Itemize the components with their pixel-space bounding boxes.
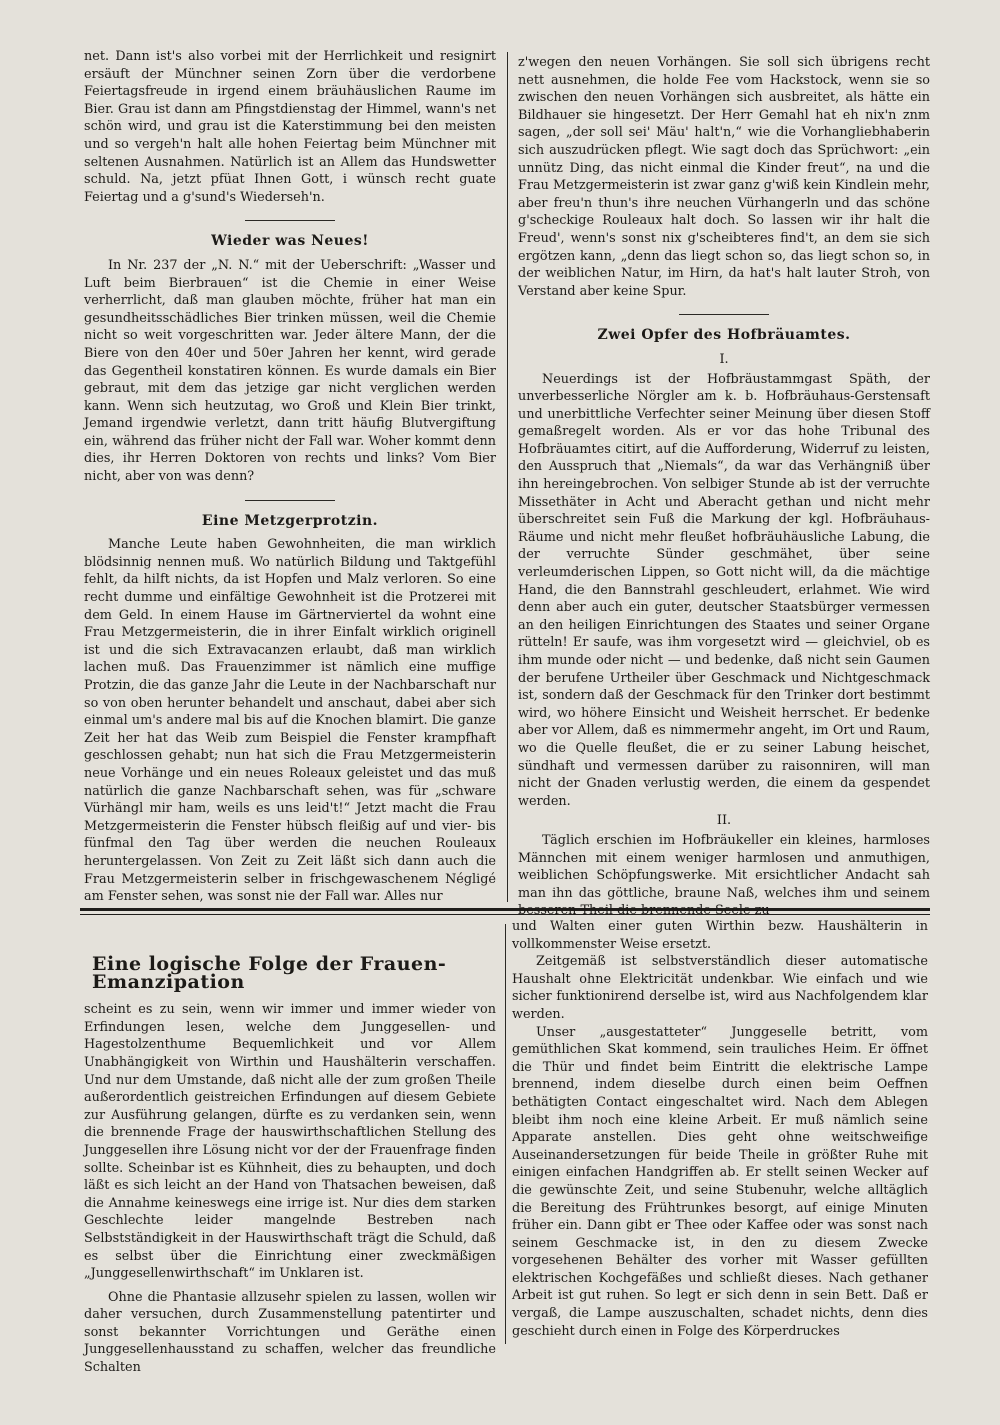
article-text-para1: scheint es zu sein, wenn wir immer und immer wieder von Erfindungen lesen, welche dem Junggesellen- und Hagestolzenthume Bequemlichkeit und vor Allem Unabhängigkeit von Wirthin und Haushälterin verschaffen. Und nur dem Umstande, daß nicht alle der zum großen Theile außerordentlich geistreichen Erfindungen auf diesem Gebiete zur Ausführung gelangen, dürfte es zu verdanken sein, wenn die brennende Frage der hauswirthschaftlichen Stellung des Junggesellen ihre Lösung nicht vor der der Frauenfrage finden sollte. Scheinbar ist es Kühnheit, dies zu behaupten, und doch läßt es sich leicht an der Hand von Thatsachen beweisen, daß die Annahme keineswegs eine irrige ist. Nur dies dem starken Geschlechte leider mangelnde Bestreben nach Selbstständigkeit in der Hauswirthschaft trägt die Schuld, daß es selbst über die Einrichtung einer zweckmäßigen „Junggesellenwirthschaft“ im Unklaren ist. [84, 1002, 496, 1282]
article-text-metzgerprotzin: Manche Leute haben Gewohnheiten, die man wirklich blödsinnig nennen muß. Wo natürlich Bildung und Taktgefühl fehlt, da hilft nichts, da ist Hopfen und Malz verloren. So eine recht dumme und einfältige Gewohnheit ist die Protzerei mit dem Geld. In einem Hause im Gärtnerviertel da wohnt eine Frau Metzgermeisterin, die in ihrer Einfalt wirklich originell ist und die sich Extravacanzen erlaubt, daß man wirklich lachen muß. Das Frauenzimmer ist nämlich eine muffige Protzin, die das ganze Jahr die Leute in der Nachbarschaft nur so von oben herunter behandelt und anschaut, dabei aber sich einmal um's andere mal bis auf die Knochen blamirt. Die ganze Zeit her hat das Weib zum Beispiel die Fenster krampfhaft geschlossen gehabt; nun hat sich die Frau Metzgermeisterin neue Vorhänge und ein neues Roleaux geleistet und das muß natürlich die ganze Nachbarschaft sehen, was für „schware Vürhängl mir ham, weils es uns leid't!“ Jetzt macht die Frau Metzgermeisterin die Fenster hübsch fleißig auf und vier- bis fünfmal den Tag über werden die neuchen Rouleaux heruntergelassen. Von Zeit zu Zeit läßt sich dann auch die Frau Metzgermeisterin selber in frischgewaschenem Négligé am Fenster sehen, was sonst nie der Fall war. Alles nur [84, 537, 496, 905]
article-title-zwei-opfer: Zwei Opfer des Hofbräuamtes. [597, 327, 851, 344]
intro-text: net. Dann ist's also vorbei mit der Herrlichkeit und resignirt ersäuft der Münchner seinen Zorn über die verdorbene Feiertagsfreude in irgend einem bräuhäuslichen Raume im Bier. Grau ist dann am Pfingstdienstag der Himmel, wann's net schön wird, und grau ist die Katerstimmung bei den meisten und so vergeh'n halt alle hohen Feiertag beim Münchner mit seltenen Ausnahmen. Natürlich ist an Allem das Hundswetter schuld. Na, jetzt pfüat Ihnen Gott, i wünsch recht guate Feiertag und a g'sund's Wiederseh'n. [84, 49, 496, 205]
section-number-1: I. [719, 351, 729, 367]
column-bottom-right [512, 918, 928, 1340]
column-top-right [518, 54, 930, 920]
column-bottom-left [84, 952, 496, 1377]
article-cont-para1: und Walten einer guten Wirthin bezw. Haushälterin in vollkommenster Weise ersetzt. [512, 919, 928, 952]
section-text-2: Täglich erschien im Hofbräukeller ein kleines, harmloses Männchen mit einem weniger harmlosen und anmuthigen, weiblichen Schöpfungswerke. Mit ersichtlicher Andacht sah man ihn das göttliche, braune Naß, welches ihm und seinem besseren Theil die brennende Seele zu [518, 832, 930, 919]
column-divider-bottom [505, 924, 506, 1344]
section-text-1: Neuerdings ist der Hofbräustammgast Späth, der unverbesserliche Nörgler am k. b. Hofbräuhaus-Gerstensaft und unerbittliche Verfechter seiner Meinung über diesen Stoff gemaßregelt worden. Als er vor das hohe Tribunal des Hofbräuamtes citirt, auf die Aufforderung, Widerruf zu leisten, den Ausspruch that „Niemals“, da war das Verhängniß über ihn hereingebrochen. Von selbiger Stunde ab ist der verruchte Missethäter in Acht und Aberacht gethan und nicht mehr überschreitet sein Fuß die Markung der kgl. Hofbräuhaus-Räume und nicht mehr fleußet hofbräuhäusliche Labung, die der verruchte Sünder geschmähet, über seine verleumderischen Lippen, so Gott nicht will, da die mächtige Hand, die den Bannstrahl geschleudert, erlahmet. Wie wird denn aber auch ein guter, deutscher Staatsbürger vermessen an den heiligen Einrichtungen des Staates und seiner Organe rütteln! Er saufe, was ihm vorgesetzt wird — gleichviel, ob es ihm munde oder nicht — und bedenke, daß nicht sein Gaumen der berufene Urtheiler über Geschmack und Nichtgeschmack ist, sondern daß der Geschmack für den Trinker dort bestimmt wird, wo höhere Einsicht und Weisheit herrschet. Er bedenke aber vor Allem, daß es nimmermehr angeht, im Ort und Raum, wo die Quelle fleußet, die er zu seiner Labung heischet, sündhaft und vermessen darüber zu raisonniren, will man nicht der Gnaden verlustig werden, die einem da gespendet werden. [518, 371, 930, 809]
separator-rule [679, 314, 769, 315]
article-text-wieder-was-neues: In Nr. 237 der „N. N.“ mit der Ueberschrift: „Wasser und Luft beim Bierbrauen“ ist die Chemie in einer Weise verherrlicht, daß man glauben möchte, früher hat man ein gesundheitsschädliches Bier trinken müssen, weil die Chemie nicht so weit vorgeschritten war. Jeder ältere Mann, der die Biere von den 40er und 50er Jahren her kennt, wird gerade das Gegentheil konstatiren können. Es wurde damals ein Bier gebraut, mit dem das jetzige gar nicht verglichen werden kann. Wenn sich heutzutag, wo Groß und Klein Bier trinkt, Jemand irgendwie verletzt, dann tritt häufig Blutvergiftung ein, während das früher nicht der Fall war. Woher kommt denn dies, ihr Herren Doktoren von rechts und links? Vom Bier nicht, aber von was denn? [84, 257, 496, 485]
article-cont-para3: Unser „ausgestatteter“ Junggeselle betritt, vom gemüthlichen Skat kommend, sein trauliches Heim. Er öffnet die Thür und findet beim Eintritt die elektrische Lampe brennend, indem dieselbe durch einen beim Oeffnen bethätigten Contact eingeschaltet wird. Nach dem Ablegen bleibt ihm noch eine kleine Arbeit. Er muß nämlich seine Apparate anstellen. Dies geht ohne weitschweifige Auseinandersetzungen für beide Theile in größter Ruhe mit einigen einfachen Handgriffen ab. Er stellt seinen Wecker auf die gewünschte Zeit, und seine Stubenuhr, welche alltäglich die Bereitung des Frühtrunkes besorgt, auf einige Minuten früher ein. Dann gibt er Thee oder Kaffee oder was sonst nach seinem Geschmacke ist, in den zu diesem Zwecke vorgesehenen Behälter des vorher mit Wasser gefüllten elektrischen Kochgefäßes und schließt dieses. Nach gethaner Arbeit ist gut ruhen. So legt er sich denn in sein Bett. Daß er vergaß, die Lampe auszuschalten, schadet nichts, denn dies geschieht durch einen in Folge des Körperdruckes [512, 1024, 928, 1339]
continuation-text: z'wegen den neuen Vorhängen. Sie soll sich übrigens recht nett ausnehmen, die holde Fee vom Hackstock, wenn sie so zwischen den neuen Vorhängen sich ausbreitet, als hätte ein Bildhauer sie hingesetzt. Der Herr Gemahl hat eh nix'n znm sagen, „der soll sei' Mäu' halt'n,“ wie die Vorhangliebhaberin sich auszudrücken pflegt. Wie sagt doch das Sprüchwort: „ein unnütz Ding, das nicht einmal die Kinder freut“, na und die Frau Metzgermeisterin ist zwar ganz g'wiß kein Kindlein mehr, aber freu'n thun's ihre neuchen Vürhangerln und das schöne g'scheckige Rouleaux halt doch. So lassen wir ihr halt die Freud', wenn's sonst nix g'scheibteres find't, an dem sie sich ergötzen kann, „denn das liegt schon so, das liegt schon so, in der weiblichen Natur, im Hirn, da hat's halt lauter Stroh, von Verstand aber keine Spur. [518, 55, 930, 299]
column-divider-top [507, 52, 508, 902]
article-cont-para2: Zeitgemäß ist selbstverständlich dieser automatische Haushalt ohne Elektricität undenkbar. Wie einfach und wie sicher funktionirend derselbe ist, wird aus Nachfolgendem klar werden. [512, 954, 928, 1022]
separator-rule [245, 500, 335, 501]
section-number-2: II. [716, 813, 732, 829]
separator-rule [245, 220, 335, 221]
article-text-para2: Ohne die Phantasie allzusehr spielen zu lassen, wollen wir daher versuchen, durch Zusammenstellung patentirter und sonst bekannter Vorrichtungen und Geräthe einen Junggesellenhausstand zu schaffen, welcher das freundliche Schalten [84, 1289, 496, 1376]
article-title-frauen-emanzipation: Eine logische Folge der Frauen-Emanzipation [92, 953, 447, 993]
article-title-metzgerprotzin: Eine Metzgerprotzin. [201, 512, 379, 529]
column-top-left [84, 48, 496, 906]
article-title-wieder-was-neues: Wieder was Neues! [211, 233, 369, 250]
